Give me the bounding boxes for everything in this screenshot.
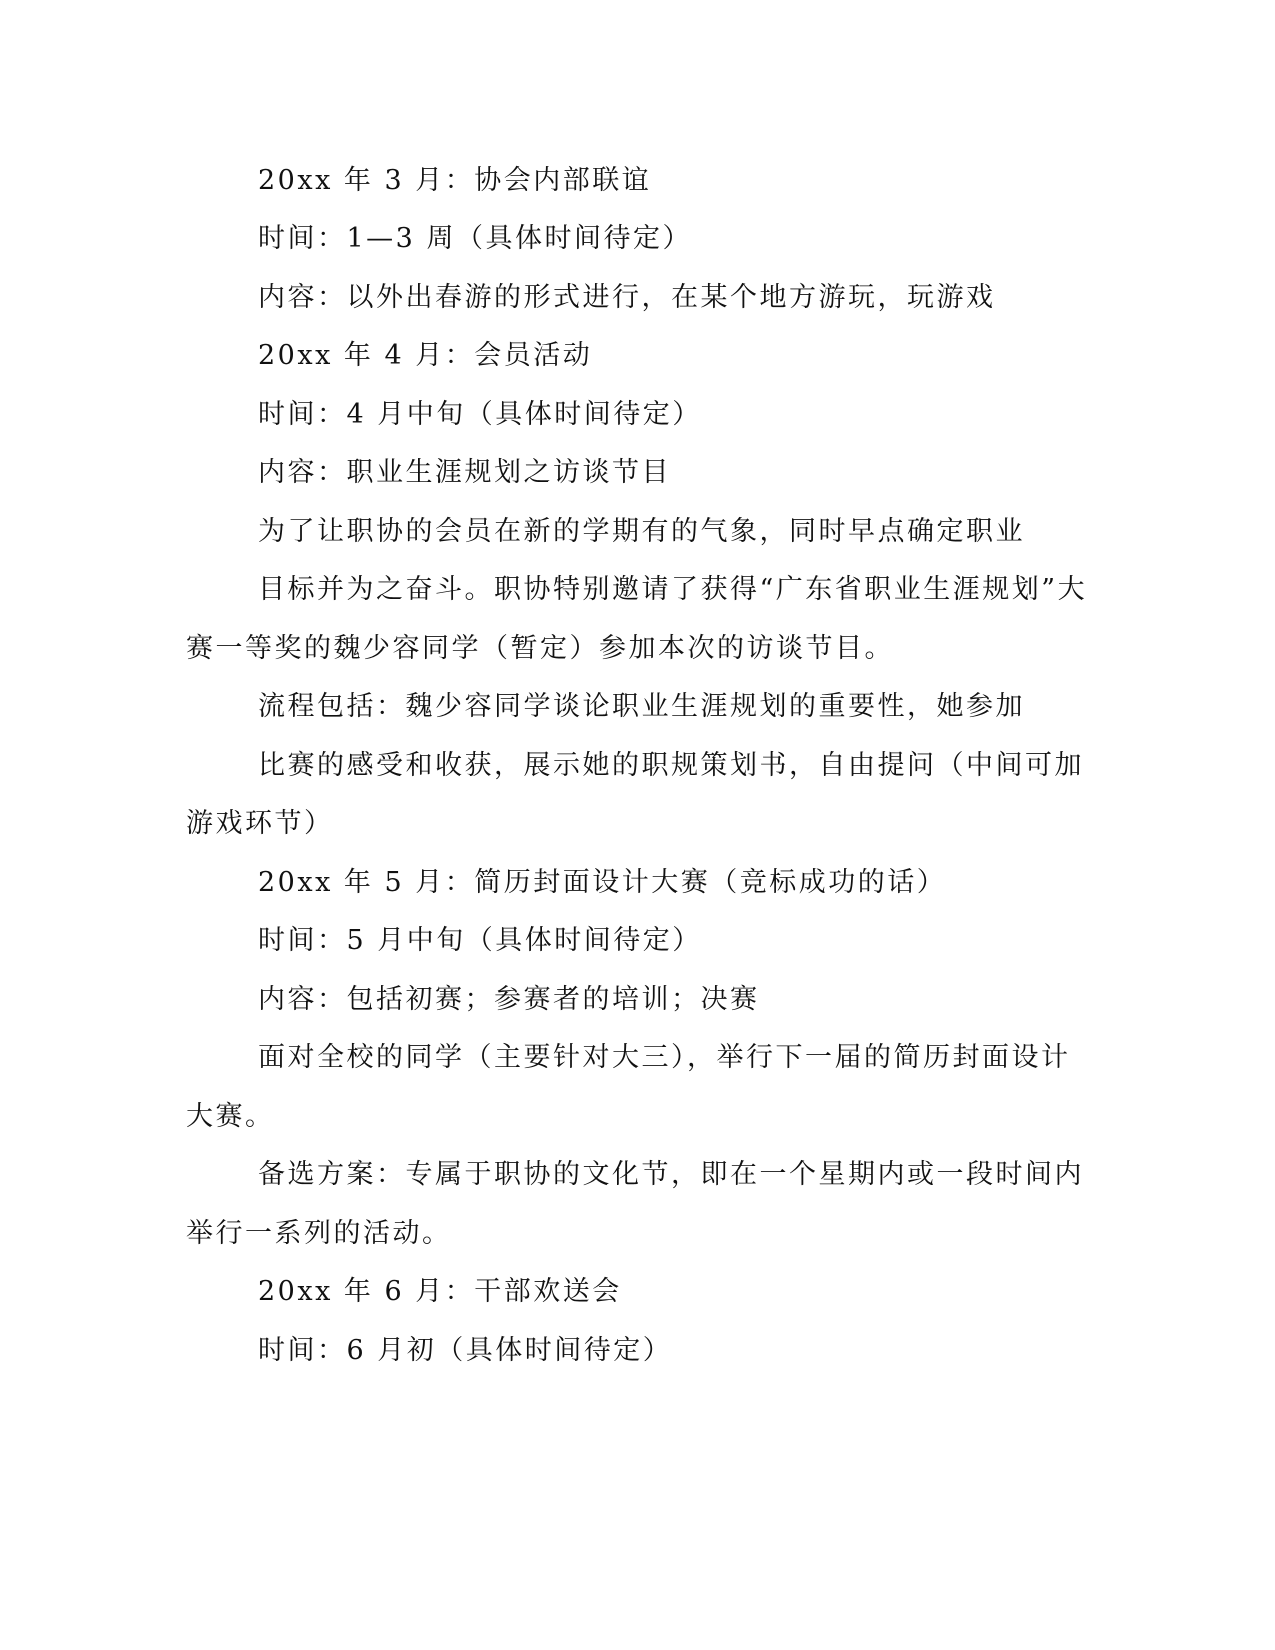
april-process-line-1: 流程包括：魏少容同学谈论职业生涯规划的重要性，她参加 — [258, 691, 1025, 722]
may-time: 时间：5 月中旬（具体时间待定） — [258, 925, 702, 956]
heading-june: 20xx 年 6 月：干部欢送会 — [258, 1276, 622, 1307]
april-paragraph-line-1: 为了让职协的会员在新的学期有的气象，同时早点确定职业 — [258, 516, 1025, 547]
may-paragraph-line-2: 大赛。 — [186, 1101, 275, 1132]
june-time: 时间：6 月初（具体时间待定） — [258, 1335, 673, 1366]
alternative-plan-line-2: 举行一系列的活动。 — [186, 1218, 452, 1249]
april-process-line-2: 比赛的感受和收获，展示她的职规策划书，自由提问（中间可加 — [258, 750, 1084, 781]
heading-march: 20xx 年 3 月：协会内部联谊 — [258, 165, 652, 196]
april-time: 时间：4 月中旬（具体时间待定） — [258, 399, 702, 430]
heading-april: 20xx 年 4 月：会员活动 — [258, 340, 593, 371]
april-paragraph-line-3: 赛一等奖的魏少容同学（暂定）参加本次的访谈节目。 — [186, 633, 894, 664]
april-process-line-3: 游戏环节） — [186, 808, 334, 839]
heading-may: 20xx 年 5 月：简历封面设计大赛（竞标成功的话） — [258, 867, 947, 898]
march-time: 时间：1—3 周（具体时间待定） — [258, 223, 692, 254]
april-content: 内容：职业生涯规划之访谈节目 — [258, 457, 671, 488]
march-content: 内容：以外出春游的形式进行，在某个地方游玩，玩游戏 — [258, 282, 996, 313]
may-content: 内容：包括初赛；参赛者的培训；决赛 — [258, 984, 760, 1015]
may-paragraph-line-1: 面对全校的同学（主要针对大三），举行下一届的简历封面设计 — [258, 1042, 1071, 1073]
alternative-plan-line-1: 备选方案：专属于职协的文化节，即在一个星期内或一段时间内 — [258, 1159, 1084, 1190]
april-paragraph-line-2: 目标并为之奋斗。职协特别邀请了获得“广东省职业生涯规划”大 — [258, 574, 1088, 605]
